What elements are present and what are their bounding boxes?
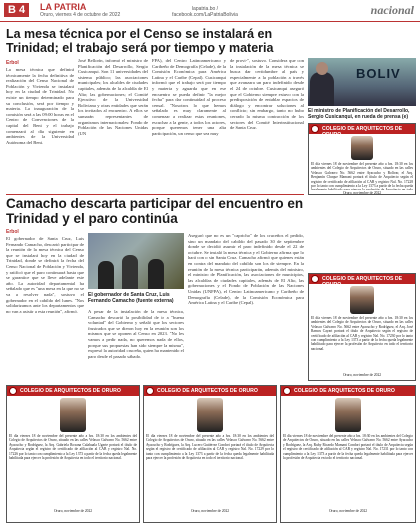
college-logo-icon <box>311 275 319 283</box>
article1-col1: La mesa técnica que definirá técnicamente la fecha definitiva de realización del Censo Nacional de Población y Vivienda se instalará hoy en la ciudad de Trinidad. No existe un tiempo determinado para su conclusión, será por tiempo y materia. La inauguración de la comisión será a las 09:00 horas en el Centro de Convenciones de la capital del Beni y el trabajo comenzará al día siguiente en ambientes de la Universidad Autónoma del Beni. <box>6 67 74 145</box>
article1-headline: La mesa técnica por el Censo se instalará en Trinidad; el trabajo será por tiempo y materia <box>6 27 274 55</box>
college-logo-icon <box>311 125 319 133</box>
article1-byline: Erbol <box>6 60 19 66</box>
article2-photo-caption: El gobernador de Santa Cruz, Luis Fernando Camacho (fuente externa) <box>88 292 174 304</box>
figure-2 <box>122 255 138 289</box>
ad-signature: Oruro, noviembre de 2022 <box>342 191 382 195</box>
ad-card-5 <box>280 385 416 523</box>
article1-col4: de provi-", sostuvo. Considera que con la instalación de la mesa técnica se busca dar certidumbre al país y especialmente a la población a través que avanzara un paro indefinido desde el 24 de octubre. Cusicanqui aseguró que el Gobierno siempre estuvo con la predisposición de entablar espacios de diálogo y encontrar soluciones al conflicto; sin embargo, tanto no hubo cerrado la misma contracción de los sectores del Comité Interinstitucional de Santa Cruz. <box>230 58 304 131</box>
ad-header: COLEGIO DE ARQUITECTOS DE ORURO <box>309 274 415 284</box>
article2-col2: A pesar de la instalación de la mesa técnica, Camacho descartó la posibilidad de ir a "buena voluntad" del Gobierno y señaló que los sectores frustrados que se dieron hoy en la reunión son los mismos que se oponen al Censo en 2023. "No les vamos a pedir nada, no queremos nada de ellos, porque sus propuestas han sido siempre la misma", expresó la autoridad cruceña, quien ha mantenido el paro desde el pasado sábado. <box>88 309 184 359</box>
minister-photo <box>308 58 416 106</box>
figure-1 <box>98 261 114 289</box>
photo-sign-text: BOLIV <box>356 66 401 81</box>
ad-card-2 <box>308 273 416 381</box>
architect-photo <box>350 286 374 314</box>
contact-info: lapatria.bo / facebook.com/LaPatriaBolivia <box>172 6 238 18</box>
article1-col3: FPA), del Centro Latinoamericano y Caribeño de Demografía (Celade), de la Comisión Económica para América Latina y el Caribe (Cepal). Cusicanqui informó que el trabajo será por tiempo y materia y aguarda que en ese encuentro se pueda definir "la mejor fecha" para dar continuidad al proceso censal. "Nosotros lo que hemos señalado es muy claramente al comenzar a realizar estas reuniones, escuchar a la gente, a todos los actores, porque queremos tener una alta participación, un censo que sea muy <box>152 58 226 136</box>
figure-3 <box>148 259 164 289</box>
ad-signature: Oruro, noviembre de 2022 <box>53 509 93 513</box>
architect-photo <box>197 398 223 432</box>
minister-figure <box>310 72 334 106</box>
architect-photo <box>335 398 361 432</box>
publication-name: LA PATRIA <box>40 2 87 12</box>
ad-text: El día viernes 18 de noviembre del presente año a hrs. 18:30 en los ambientes del Colegio de Arquitectos de Oruro, situado en las calles Velasco Galvarro No. 5662 entre Ayacucho y Rodríguez, la Arq. Gabriela Roxana Calahuala Ugarte portará el título de Arquitecta según el registro de certificado de afiliación al CAB y registro Nal. No. 17226 por lo tanto con cumplimiento a la Ley 1373 a partir de la fecha queda legalmente habilitada para ejercer la profesión de Arquitecta en todo el territorio nacional. <box>9 434 137 461</box>
ad-card-3 <box>6 385 140 523</box>
architect-photo <box>351 136 373 160</box>
article1-photo-caption: El ministro de Planificación del Desarrollo, Sergio Cusicanqui, en rueda de prensa (e) <box>308 108 410 120</box>
ad-text: El día viernes 18 de noviembre del presente año a hrs. 18:30 en los ambientes del Colegio de Arquitectos de Oruro, situado en las calles Velasco Galvarro No. 5662 entre Ayacucho y Bolívar, el Arq. Benjamín Choque Mamani portará el título de Arquitecto según el registro de certificado de afiliación al CAB y registro Nal. No. 17228 por lo tanto con cumplimiento a la Ley 1373 a partir de la fecha queda <box>311 162 413 189</box>
ad-signature: Oruro, noviembre de 2022 <box>342 373 382 377</box>
ad-header: COLEGIO DE ARQUITECTOS DE ORURO <box>7 386 139 396</box>
college-logo-icon <box>9 387 17 395</box>
ad-header: COLEGIO DE ARQUITECTOS DE ORURO <box>144 386 276 396</box>
college-logo-icon <box>283 387 291 395</box>
architect-photo <box>60 398 86 432</box>
ad-signature: Oruro, noviembre de 2022 <box>328 509 368 513</box>
ad-text: El día viernes 18 de noviembre del presente año a hrs. 18:30 en los ambientes del Colegio de Arquitectos de Oruro, situado en las calles Velasco Galvarro No. 5662 entre Ayacucho y Rodríguez, la Arq. Lucero Gutiérrez Condori portará el título de Arquitecta según el registro de certificado de afiliación al CAB y registro Nal. No. 17229 por lo tanto con cumplimiento a la Ley 1373 a partir de la fecha queda legalmente habilitada para ejercer la profesión de Arquitecta en todo el territorio nacional. <box>146 434 274 461</box>
ad-header: COLEGIO DE ARQUITECTOS DE ORURO <box>281 386 415 396</box>
governor-photo <box>88 233 184 289</box>
college-logo-icon <box>146 387 154 395</box>
article1-col2: José Bellorín, informó el ministro de Planificación del Desarrollo, Sergio Cusicanqui. Son 11 universidades del sistema público; las asociaciones municipales; los alcaldes de ciudades capitales, además de la alcaldía de El Alto; las gobernaciones; el Comité Ejecutivo de la Universidad Boliviana y otras entidades que serán los invitados al encuentro. A ellos se sumarán representantes de organismos internacionales: Fondo de Población de las Naciones Unidas (UN <box>78 58 148 136</box>
ad-text: El día viernes 18 de noviembre del presente año a hrs. 18:30 en los ambientes del Colegio de Arquitectos de Oruro, situado en las calles Velasco Galvarro No. 5662 entre Ayacucho y Rodríguez, el Arq. José Ramos Cayari portará el título de Arquitecto según el registro de certificado de afiliación al CAB y registro Nal. No. 17230 por lo tanto con cumplimiento a la Ley 1373 a partir de la fecha queda legalmente habilitado para ejercer la profesión de Arquitecto en todo el territorio nacional. <box>311 316 413 351</box>
ad-text: El día viernes 18 de noviembre del presente año a hrs. 18:30 en los ambientes del Colegio de Arquitectos de Oruro, situado en las calles Velasco Galvarro No. 5662 entre Ayacucho y Rodríguez, la Arq. Ruby Ricardo Mamani Condori portará el título de Arquitecta según el registro de certificado de afiliación al CAB y registro Nal. No. 17231 por lo tanto con cumplimiento a la Ley 1373 a partir de la fecha queda legalmente habilitada para ejercer la profesión de Arquitecta en todo el territorio nacional. <box>283 434 413 461</box>
ad-signature: Oruro, noviembre de 2022 <box>190 509 230 513</box>
section-title: nacional <box>370 3 414 17</box>
ad-header: COLEGIO DE ARQUITECTOS DE ORURO <box>309 124 415 134</box>
minister-head <box>316 62 328 75</box>
ad-card-1 <box>308 123 416 195</box>
page-number: B 4 <box>4 3 29 17</box>
publication-date: Oruro, viernes 4 de octubre de 2022 <box>40 12 121 18</box>
ad-card-4 <box>143 385 277 523</box>
article2-byline: Erbol <box>6 229 19 235</box>
article2-headline: Camacho descarta participar del encuentro en Trinidad y el paro continúa <box>6 196 304 226</box>
page-header <box>0 0 420 22</box>
section-divider <box>6 194 304 195</box>
article2-col3: Aseguró que no es un "capricho" de los cruceños el pedido, sino un mandato del cabildo del pasado 30 de septiembre donde se decidió asumir el paro indefinido desde el 22 de octubre. Se instaló la mesa técnica y el Gobierno afirma que lo hará con o sin Santa Cruz. Camacho afirmó que quienes están en contra del mandato del cabildo son los de siempre. En la reunión de la mesa técnica participarán, además del ministro, el ministro de Planificación, las asociaciones de municipios, las alcaldías de ciudades capitales, además de El Alto, las gobernaciones y el Fondo de Población de las Naciones Unidas (UNFPA), el Centro Latinoamericano y Caribeño de Demografía (Celade), de la Comisión Económica para América Latina y el Caribe (Cepal). <box>188 233 304 306</box>
article2-col1: El gobernador de Santa Cruz, Luis Fernando Camacho, descartó participar de la reunión de la mesa técnica del Censo que se instalará hoy en la ciudad de Trinidad, donde se definirá la fecha del Censo Nacional de Población y Vivienda, y ratificó que el paro continuará hasta que se garantice que se lleve adelante este año. La autoridad departamental ha señalado que es "una mesa en la que no se va a resolver nada", sostuvo el gobernador en el cabildo del lunes. "Nos solidarizamos ante los departamentos que no van a asistir a esta reunión", afirmó. <box>6 236 84 314</box>
